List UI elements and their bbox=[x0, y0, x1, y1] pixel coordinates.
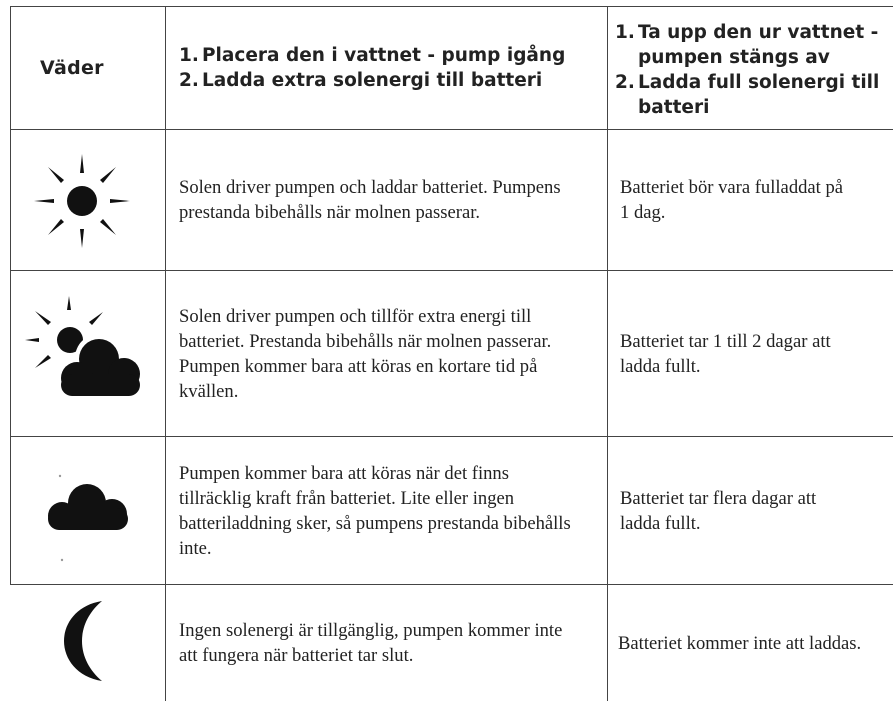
header-col-3-item-1-text: Ta upp den ur vattnet - pumpen stängs av bbox=[638, 22, 879, 68]
partly-cloudy-icon bbox=[25, 296, 150, 408]
header-col-2-item bbox=[179, 68, 565, 93]
row-3-description: Pumpen kommer bara att köras när det finns tillräcklig kraft från batteriet. Lite eller ingen batteriladdning sker, så pumpens prestanda bibehålls inte. bbox=[179, 462, 571, 559]
header-col-2-item-1-text: Placera den i vattnet - pump igång bbox=[202, 44, 566, 66]
row-4-battery-text: Batteriet kommer inte att laddas. bbox=[618, 632, 862, 654]
column-divider-2 bbox=[607, 6, 608, 701]
header-col-2 bbox=[179, 6, 604, 129]
row-1-col-2 bbox=[179, 130, 584, 270]
row-3-col-2 bbox=[179, 437, 584, 584]
header-col-3-item-1-number: 1. bbox=[615, 22, 635, 43]
header-col-3-item bbox=[615, 70, 885, 120]
row-2-col-3 bbox=[620, 271, 850, 436]
column-divider-1 bbox=[165, 6, 166, 701]
header-col-3-item bbox=[615, 20, 885, 70]
header-col-3-item-2-text: Ladda full solenergi till batteri bbox=[638, 72, 880, 118]
row-1-battery-text: Batteriet bör vara fulladdat på 1 dag. bbox=[620, 177, 844, 223]
row-1-col-3 bbox=[620, 130, 850, 270]
row-4-col-3 bbox=[618, 585, 893, 701]
row-4-col-2 bbox=[179, 585, 584, 701]
header-col-2-item-1-number: 1. bbox=[179, 44, 199, 66]
header-col-3-item-2-number: 2. bbox=[615, 72, 635, 93]
cloud-icon bbox=[30, 468, 145, 568]
sun-icon bbox=[32, 151, 132, 251]
moon-icon bbox=[62, 599, 112, 683]
header-col-3 bbox=[615, 20, 885, 126]
header-col-2-item-2-number: 2. bbox=[179, 69, 199, 91]
header-col-2-item bbox=[179, 43, 565, 68]
row-4-description: Ingen solenergi är tillgänglig, pumpen kommer inte att fungera när batteriet tar slut. bbox=[179, 620, 563, 666]
table-border-left-stub bbox=[10, 584, 11, 701]
row-3-battery-text: Batteriet tar flera dagar att ladda fullt. bbox=[620, 487, 817, 534]
row-2-col-2 bbox=[179, 271, 579, 436]
header-col-2-item-2-text: Ladda extra solenergi till batteri bbox=[202, 69, 543, 91]
header-weather-label: Väder bbox=[40, 56, 104, 79]
row-2-description: Solen driver pumpen och tillför extra energi till batteriet. Prestanda bibehålls när molnen passerar. Pumpen kommer bara att köras en kortare tid på kvällen. bbox=[179, 305, 552, 402]
weather-table bbox=[10, 6, 893, 701]
header-weather bbox=[10, 6, 165, 129]
row-3-col-3 bbox=[620, 437, 850, 584]
row-1-description: Solen driver pumpen och laddar batteriet. Pumpens prestanda bibehålls när molnen passerar. bbox=[179, 177, 561, 223]
row-2-battery-text: Batteriet tar 1 till 2 dagar att ladda fullt. bbox=[620, 330, 831, 377]
